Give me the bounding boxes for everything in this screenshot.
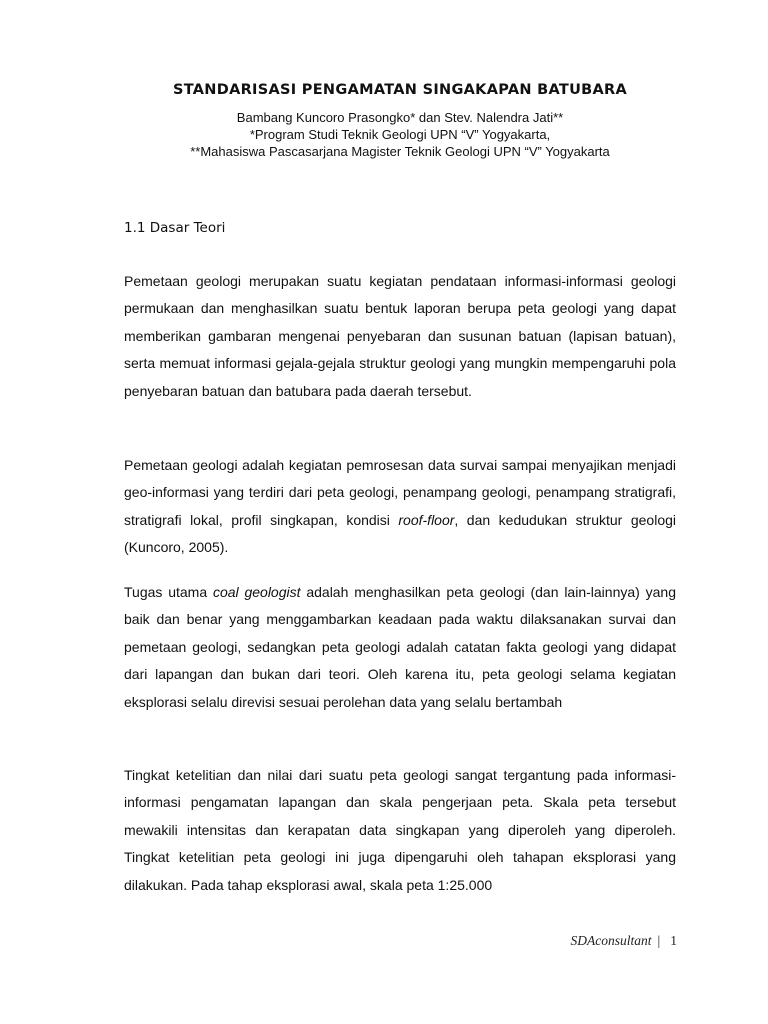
footer-brand: SDAconsultant (570, 933, 652, 948)
paragraph-4: Tingkat ketelitian dan nilai dari suatu peta geologi sangat tergantung pada informasi-informasi pengamatan lapangan dan skala pengerjaan peta. Skala peta tersebut mewakili intensitas dan kerapatan data singkapan yang diperoleh yang diperoleh. Tingkat ketelitian peta geologi ini juga dipengaruhi oleh tahapan eksplorasi yang dilakukan. Pada tahap eksplorasi awal, skala peta 1:25.000 (124, 767, 676, 893)
paragraph-2-italic-term: roof-floor (398, 511, 455, 528)
document-title: STANDARISASI PENGAMATAN SINGAKAPAN BATUBARA (172, 82, 628, 98)
paragraph-1: Pemetaan geologi merupakan suatu kegiatan pendataan informasi-informasi geologi permukaan dan menghasilkan suatu bentuk laporan berupa peta geologi yang dapat memberikan gambaran mengenai penyebaran dan susunan batuan (lapisan batuan), serta memuat informasi gejala-gejala struktur geologi yang mungkin mempengaruhi pola penyebaran batuan dan batubara pada daerah tersebut. (124, 273, 676, 399)
paragraph-3-italic-term: coal geologist (212, 584, 301, 600)
paragraph-2-text-b: , dan kedudukan struktur geologi (Kuncoro, 2005). (124, 511, 676, 556)
author-line: Bambang Kuncoro Prasongko* dan Stev. Nalendra Jati** (236, 110, 564, 125)
paragraph-3-text-a: Tugas utama (124, 584, 213, 600)
paragraph-2-text-a: Pemetaan geologi adalah kegiatan pemrosesan data survai sampai menyajikan menjadi geo-informasi yang terdiri dari peta geologi, penampang geologi, penampang stratigrafi, stratigrafi lokal, profil singkapan, kondisi (124, 457, 676, 528)
affiliation-line-1: *Program Studi Teknik Geologi UPN “V” Yogyakarta, (249, 127, 551, 142)
section-heading: 1.1 Dasar Teori (124, 220, 226, 236)
paragraph-3-text-b: adalah menghasilkan peta geologi (dan lain-lainnya) yang baik dan benar yang menggambarkan keadaan pada waktu dilaksanakan survai dan pemetaan geologi, sedangkan peta geologi adalah catatan fakta geologi yang didapat dari lapangan dan bukan dari teori. Oleh karena itu, peta geologi selama kegiatan eksplorasi selalu direvisi sesuai perolehan data yang selalu bertambah (124, 584, 676, 710)
paragraph-2 (124, 452, 676, 562)
paragraph-3 (124, 579, 676, 716)
footer-separator: | (657, 933, 661, 948)
affiliation-line-2: **Mahasiswa Pascasarjana Magister Teknik Geologi UPN “V” Yogyakarta (190, 144, 610, 159)
page-number: 1 (670, 933, 677, 948)
page-footer (571, 933, 677, 949)
